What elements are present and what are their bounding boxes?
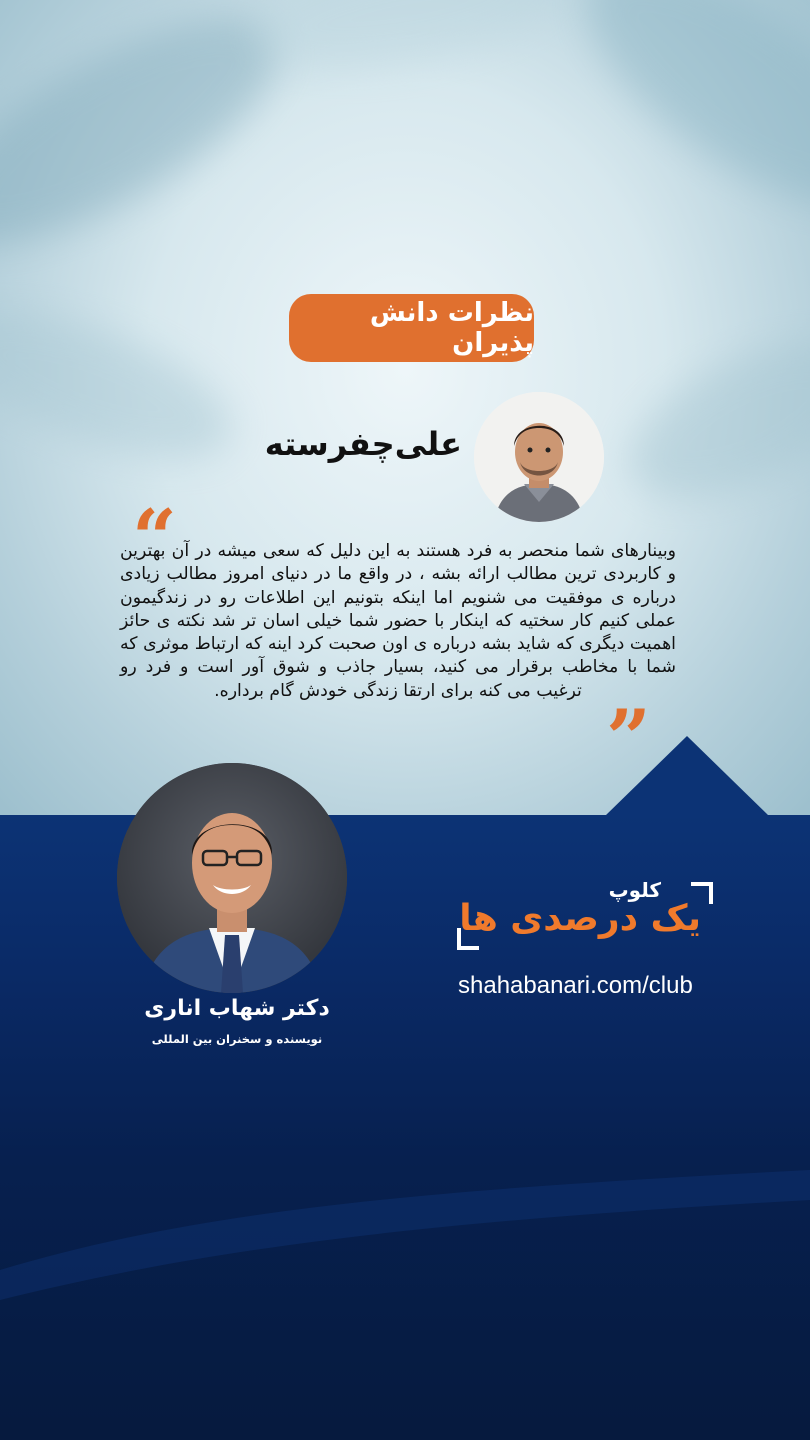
logo-title: یک درصدی ها [459,898,701,939]
light-streak [550,0,810,250]
speaker-avatar [117,763,347,993]
testimonial-text: وبینارهای شما منحصر به فرد هستند به این دلیل که سعی میشه در آن بهترین و کاربردی ترین مطالب ارائه بشه ، در واقع ما در دنیای امروز مطالب زیادی درباره ی موفقیت می شنویم اما اینکه بتونیم این اطلاعات رو در زندگیمون عملی کنیم کار سختیه که اینکار با حضور شما خیلی اسان تر شد نکته ی حائز اهمیت دیگری که شاید بشه درباره ی اون صحبت کرد اینه که ارتباط موثری که شما با مخاطب برقرار می کنید، بسیار جاذب و شوق آور است و فرد رو ترغیب می کنه برای ارتقا زندگی خودش گام برداره. [120,541,676,701]
section-title-badge [289,294,534,362]
decorative-wave [0,1150,810,1320]
speaker-role: نویسنده و سخنران بین المللی [151,1032,323,1046]
bracket-corner-icon [457,928,479,950]
club-logo [455,878,713,956]
light-streak [244,0,577,87]
logo-club-label: کلوپ [608,878,661,902]
student-name: علی‌چفرسته [264,425,462,463]
light-streak [0,282,250,488]
light-streak [607,311,810,530]
speaker-photo-icon [117,763,347,993]
website-url[interactable]: shahabanari.com/club [458,972,693,999]
speaker-name: دکتر شهاب اناری [144,996,330,1021]
close-quote-icon: ” [606,693,651,784]
student-avatar [474,392,604,522]
section-title: نظرات دانش پذیران [369,298,534,358]
open-quote-icon: “ [132,493,177,584]
student-photo-icon [474,392,604,522]
